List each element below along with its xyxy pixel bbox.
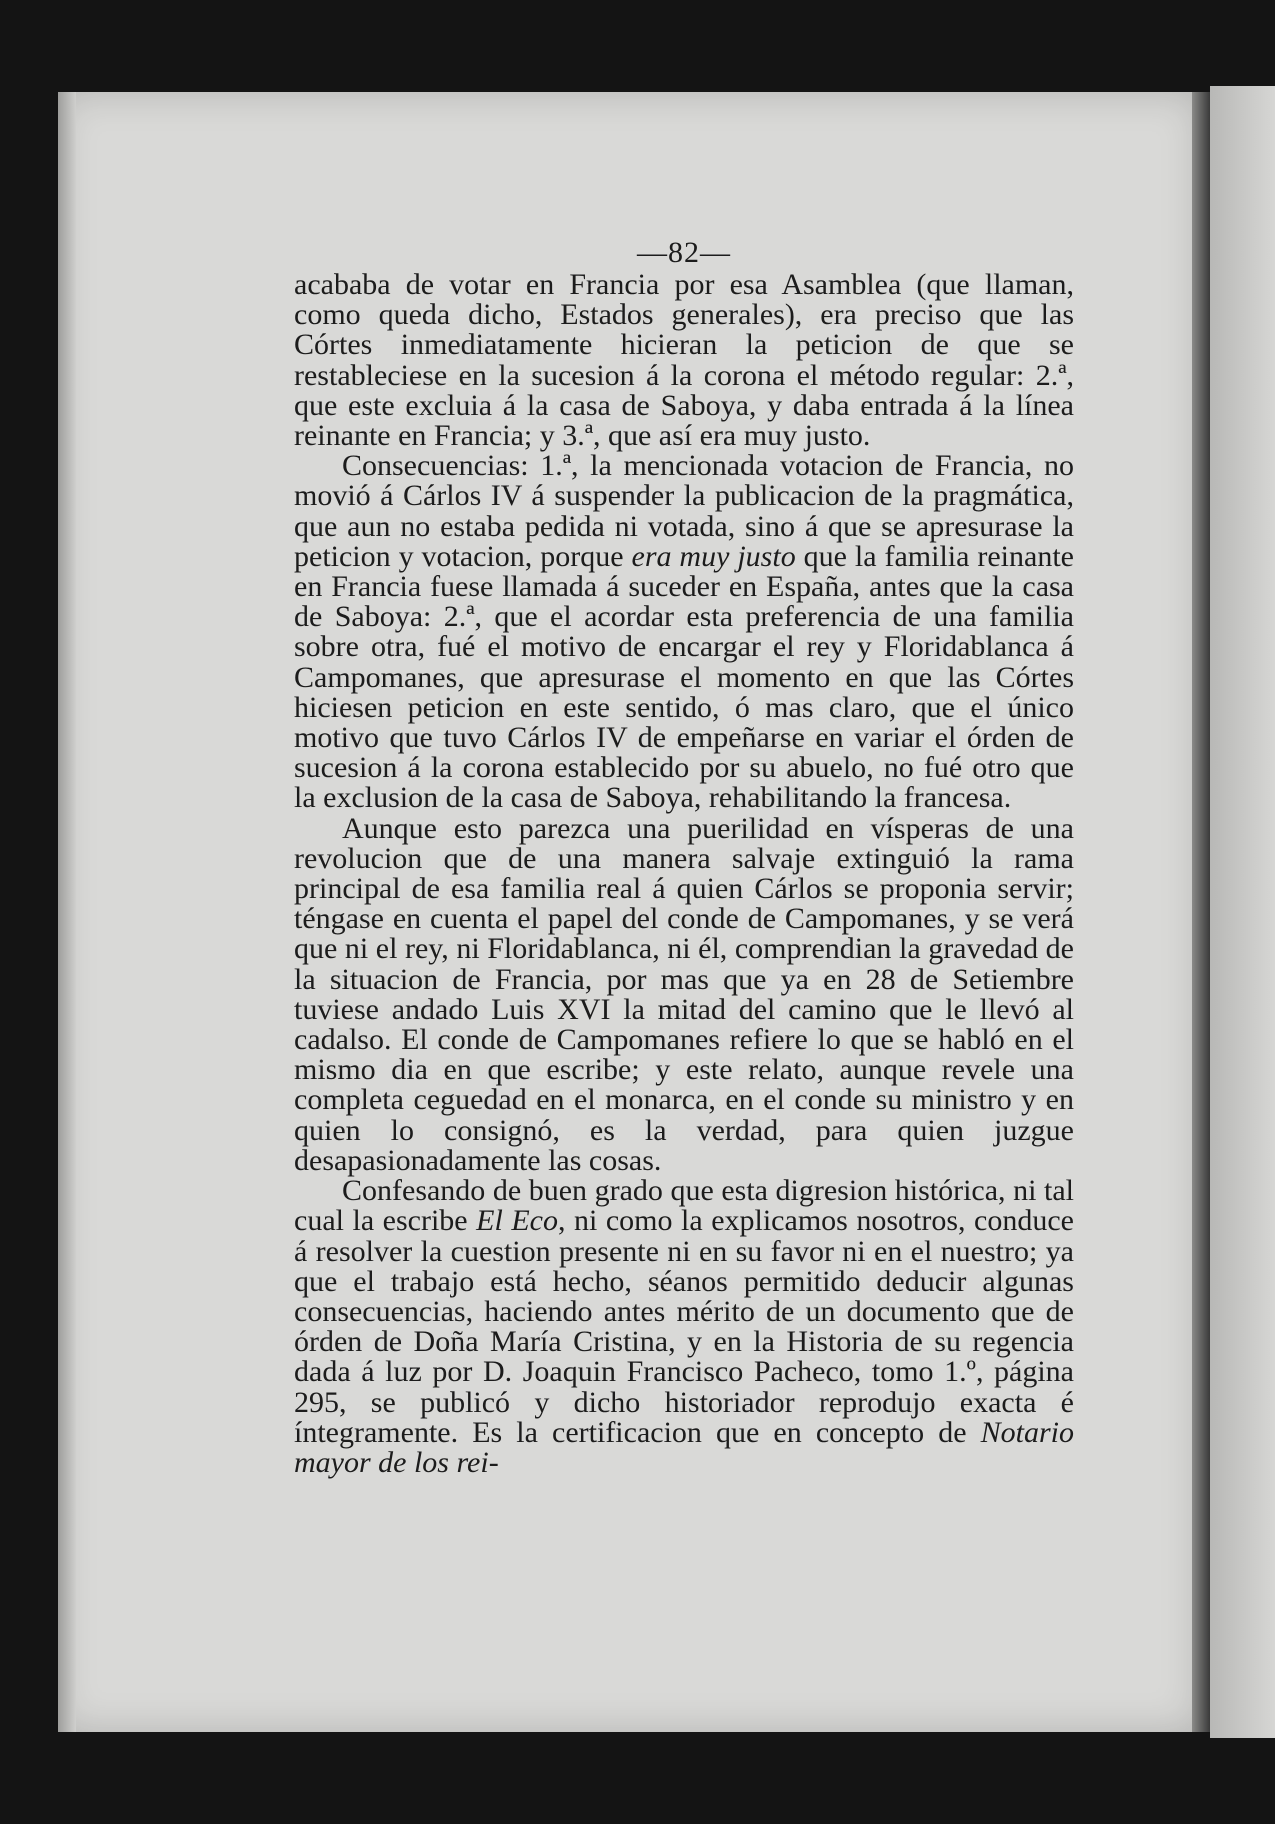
page-text-block: [294, 236, 1074, 1478]
paragraph-2: [294, 451, 1074, 813]
italic-text-run: El Eco: [476, 1204, 558, 1238]
paragraph-3: [294, 811, 1074, 1177]
text-run: Confesando de buen grado que esta digresion histórica, ni tal cual la escribe: [294, 1174, 1074, 1238]
book-gutter: [1192, 92, 1210, 1732]
facing-page-edge: [1210, 86, 1275, 1738]
text-run: acababa de votar en Francia por esa Asamblea (que llaman, como queda dicho, Estados generales), era preciso que las Córtes inmediatamente hicieran la peticion de que se restableciese en la sucesion á la corona el método regular: 2.ª, que este excluia á la casa de Saboya, y daba entrada á la línea reinante en Francia; y 3.ª, que así era muy justo.: [294, 268, 1074, 453]
italic-text-run: Notario mayor de los rei-: [294, 1415, 1074, 1479]
text-run: que la familia reinante en Francia fuese llamada á suceder en España, antes que la casa de Saboya: 2.ª, que el acordar esta preferencia de una familia sobre otra, fué el motivo de encargar el rey y Floridablanca á Campomanes, que apresurase el momento en que las Córtes hiciesen peticion en este sentido, ó mas claro, que el único motivo que tuvo Cárlos IV de empeñarse en variar el órden de sucesion á la corona establecido por su abuelo, no fué otro que la exclusion de la casa de Saboya, rehabilitando la francesa.: [294, 539, 1074, 815]
page-edge-shadow: [58, 92, 76, 1732]
paragraph-1: [294, 270, 1074, 451]
text-run: Consecuencias: 1.ª, la mencionada votacion de Francia, no movió á Cárlos IV á suspender la publicacion de la pragmática, que aun no estaba pedida ni votada, sino á que se apresurase la peticion y votacion, porque: [294, 449, 1074, 573]
text-run: , ni como la explicamos nosotros, conduce á resolver la cuestion presente ni en su favor ni en el nuestro; ya que el trabajo está hecho, séanos permitido deducir algunas consecuencias, haciendo antes mérito de un documento que de órden de Doña María Cristina, y en la Historia de su regencia dada á luz por D. Joaquin Francisco Pacheco, tomo 1.º, página 295, se publicó y dicho historiador reprodujo exacta é íntegramente. Es la certificacion que en concepto de: [294, 1204, 1074, 1449]
page-number: —82—: [637, 236, 731, 269]
text-run: Aunque esto parezca una puerilidad en vísperas de una revolucion que de una manera salvaje extinguió la rama principal de esa familia real á quien Cárlos se proponia servir; téngase en cuenta el papel del conde de Campomanes, y se verá que ni el rey, ni Floridablanca, ni él, comprendian la gravedad de la situacion de Francia, por mas que ya en 28 de Setiembre tuviese andado Luis XVI la mitad del camino que le llevó al cadalso. El conde de Campomanes refiere lo que se habló en el mismo dia en que escribe; y este relato, aunque revele una completa ceguedad en el monarca, en el conde su ministro y en quien lo consignó, es la verdad, para quien juzgue desapasionadamente las cosas.: [294, 811, 1074, 1177]
paragraph-4: [294, 1176, 1074, 1478]
italic-text-run: era muy justo: [631, 539, 796, 573]
